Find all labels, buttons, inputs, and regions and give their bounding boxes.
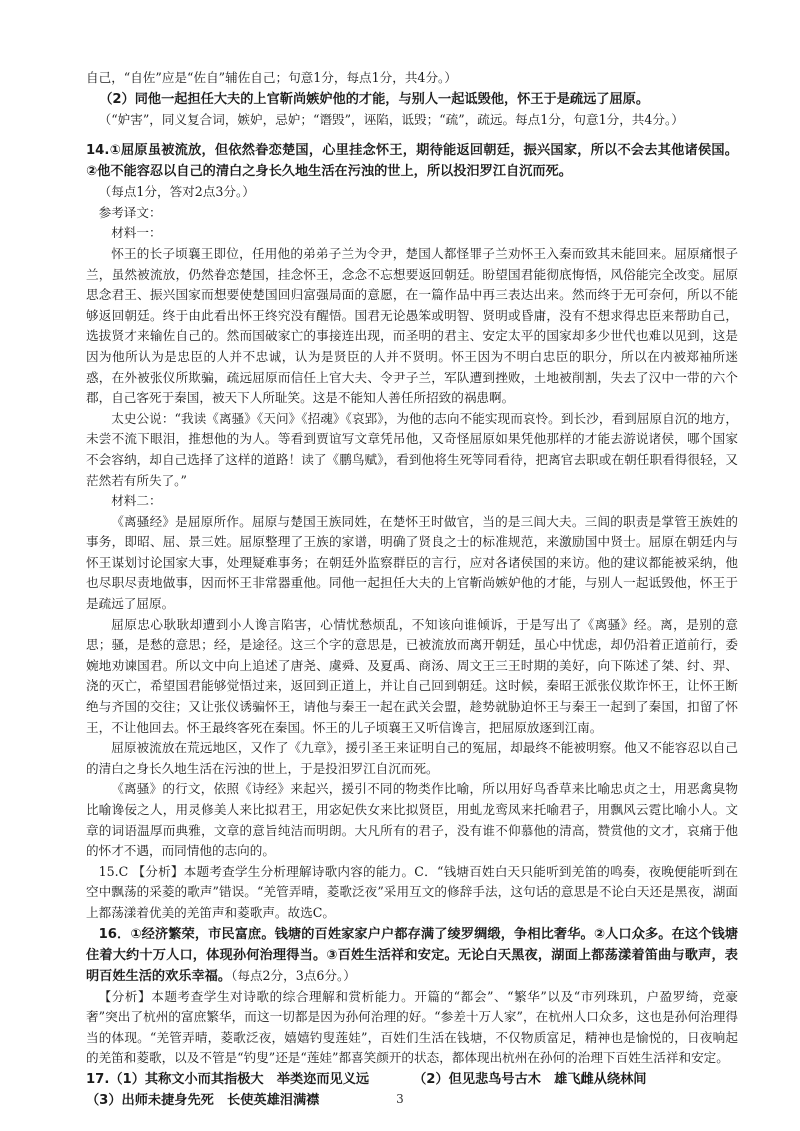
answer-16	[86, 924, 738, 987]
answer-13-2: （2）同他一起担任大夫的上官靳尚嫉妒他的才能，与别人一起诋毁他，怀王于是疏远了屈原。	[99, 91, 650, 107]
material-1-label: 材料一：	[111, 225, 162, 241]
answer-14-scoring: （每点1分，答对2点3分。）	[98, 184, 255, 200]
material-2-paragraph: 《离骚》的行文，依照《诗经》来起兴，援引不同的物类作比喻，所以用好鸟香草来比喻忠贞之士，用恶禽臭物比喻谗佞之人，用灵修美人来比拟君王，用宓妃佚女来比拟贤臣，用虬龙鸾凤来托喻君子，用飘风云霓比喻小人。文章的词语温厚而典雅，文章的意旨纯洁而明朗。大凡所有的君子，没有谁不仰慕他的清高，赞赏他的文才，哀痛于他的怀才不遇，而同情他的志向的。	[86, 781, 738, 859]
answer-17-3: （3）出师未捷身先死 长使英雄泪满襟	[86, 1092, 320, 1108]
answer-13-2-scoring: （“妒害”，同义复合词，嫉妒，忌妒；“谮毁”，诬陷，诋毁；“疏”，疏远。每点1分，句意1分，共4分。）	[98, 111, 684, 127]
answer-15: 15.C 【分析】本题考查学生分析理解诗歌内容的能力。C．“钱塘百姓白天只能听到羌笛的鸣奏，夜晚便能听到在空中飘荡的采菱的歌声”错误。“羌管弄晴，菱歌泛夜”采用互文的修辞手法，这句话的意思是不论白天还是黑夜，湖面上都荡漾着优美的羌笛声和菱歌声。故选C。	[86, 863, 738, 920]
answer-16-text: 16．①经济繁荣，市民富庶。钱塘的百姓家家户户都存满了绫罗绸缎，争相比奢华。②人口众多。在这个钱塘住着大约十万人口，体现孙何治理得当。③百姓生活祥和安定。无论白天黑夜，湖面上都荡漾着笛曲与歌声，表明百姓生活的欢乐幸福。	[86, 926, 738, 984]
material-2-paragraph: 屈原被流放在荒远地区，又作了《九章》，援引圣王来证明自己的冤屈，却最终不能被明察。他又不能容忍以自己的清白之身长久地生活在污浊的世上，于是投汨罗江自沉而死。	[86, 740, 738, 776]
answer-17-2: （2）但见悲鸟号古木 雄飞雌从绕林间	[413, 1071, 647, 1087]
answer-13-continuation: 自己，“自佐”应是“佐自”辅佐自己；句意1分，每点1分，共4分。）	[86, 70, 457, 85]
material-2-paragraph: 屈原忠心耿耿却遭到小人谗言陷害，心情忧愁烦乱，不知该向谁倾诉，于是写出了《离骚》经。离，是别的意思；骚，是愁的意思；经，是途径。这三个字的意思是，已被流放而离开朝廷，虽心中忧虑，却仍沿着正道前行，委婉地劝谏国君。所以文中向上追述了唐尧、虞舜、及夏禹、商汤、周文王三王时期的美好，向下陈述了桀、纣、羿、浇的灭亡，希望国君能够觉悟过来，返回到正道上，并让自己回到朝廷。这时候，秦昭王派张仪欺诈怀王，让怀王断绝与齐国的交往；又让张仪诱骗怀王，请他与秦王一起在武关会盟，趁势就胁迫怀王与秦王一起到了秦国，扣留了怀王，不让他回去。怀王最终客死在秦国。怀王的儿子顷襄王又听信谗言，把屈原放逐到江南。	[86, 616, 738, 735]
answer-17-1: 17.（1）其称文小而其指极大 举类迩而见义远	[86, 1071, 370, 1087]
material-2-paragraph: 《离骚经》是屈原所作。屈原与楚国王族同姓，在楚怀王时做官，当的是三闾大夫。三闾的职责是掌管王族姓的事务，即昭、屈、景三姓。屈原整理了王族的家谱，明确了贤良之士的标准规范，来激励国中贤士。屈原在朝廷内与怀王谋划讨论国家大事，处理疑难事务；在朝廷外监察群臣的言行，应对各诸侯国的来访。他的建议都能被采纳，他也尽职尽责地做事，因而怀王非常器重他。同他一起担任大夫的上官靳尚嫉妒他的才能，与别人一起诋毁他，怀王于是疏远了屈原。	[86, 513, 738, 612]
answer-14: 14.①屈原虽被流放，但依然眷恋楚国，心里挂念怀王，期待能返回朝廷，振兴国家，所以不会去其他诸侯国。②他不能容忍以自己的清白之身长久地生活在污浊的世上，所以投汨罗江自沉而死。	[86, 143, 738, 180]
answer-16-scoring: （每点2分，3点6分。）	[231, 967, 356, 983]
reference-translation-label: 参考译文：	[98, 204, 162, 220]
material-1-paragraph: 太史公说：“我读《离骚》《天问》《招魂》《哀郢》，为他的志向不能实现而哀怜。到长沙，看到屈原自沉的地方，未尝不流下眼泪，推想他的为人。等看到贾谊写文章凭吊他，又奇怪屈原如果凭他那样的才能去游说诸侯，哪个国家不会容纳，却自己选择了这样的道路！读了《鹏鸟赋》，看到他将生死等同看待，把离官去职或在朝任职看得很轻，又茫然若有所失了。”	[86, 410, 738, 488]
answer-17-row	[86, 1069, 738, 1090]
page-number: 3	[396, 1092, 404, 1106]
answer-16-analysis: 【分析】本题考查学生对诗歌的综合理解和赏析能力。开篇的“都会”、“繁华”以及“市列珠玑，户盈罗绮，竞豪奢”突出了杭州的富庶繁华，而这一切都是因为孙何治理的好。“参差十万人家”，在杭州人口众多，这也是孙何治理得当的体现。“羌管弄晴，菱歌泛夜，嬉嬉钓叟莲娃”，百姓们生活在钱塘，不仅物质富足，精神也是愉悦的，日夜响起的羌笛和菱歌，以及不管是“钓叟”还是“莲娃”都喜笑颜开的状态，都体现出杭州在孙何的治理下百姓生活祥和安定。	[86, 988, 738, 1066]
material-2-label: 材料二：	[111, 493, 162, 509]
material-1-paragraph: 怀王的长子顷襄王即位，任用他的弟弟子兰为令尹，楚国人都怪罪子兰劝怀王入秦而致其未能回来。屈原痛恨子兰，虽然被流放，仍然眷恋楚国，挂念怀王，念念不忘想要返回朝廷。盼望国君能彻底悔悟，风俗能完全改变。屈原思念君王、振兴国家而想要使楚国回归富强局面的意愿，在一篇作品中再三表达出来。然而终于无可奈何，所以不能够返回朝廷。终于由此看出怀王终究没有醒悟。国君无论愚笨或明智、贤明或昏庸，没有不想求得忠臣来帮助自己，选拔贤才来输佐自己的。然而国破家亡的事接连出现，而圣明的君主、安定太平的国家却多少世代也难以见到，这是因为他所认为是忠臣的人并不忠诚，认为是贤臣的人并不贤明。怀王因为不明白忠臣的职分，所以在内被郑袖所迷惑，在外被张仪所欺骗，疏远屈原而信任上官大夫、令尹子兰，军队遭到挫败，土地被削割，失去了汉中一带的六个郡，自己客死于秦国，被天下人所耻笑。这是不能知人善任所招致的祸患啊。	[86, 245, 738, 406]
